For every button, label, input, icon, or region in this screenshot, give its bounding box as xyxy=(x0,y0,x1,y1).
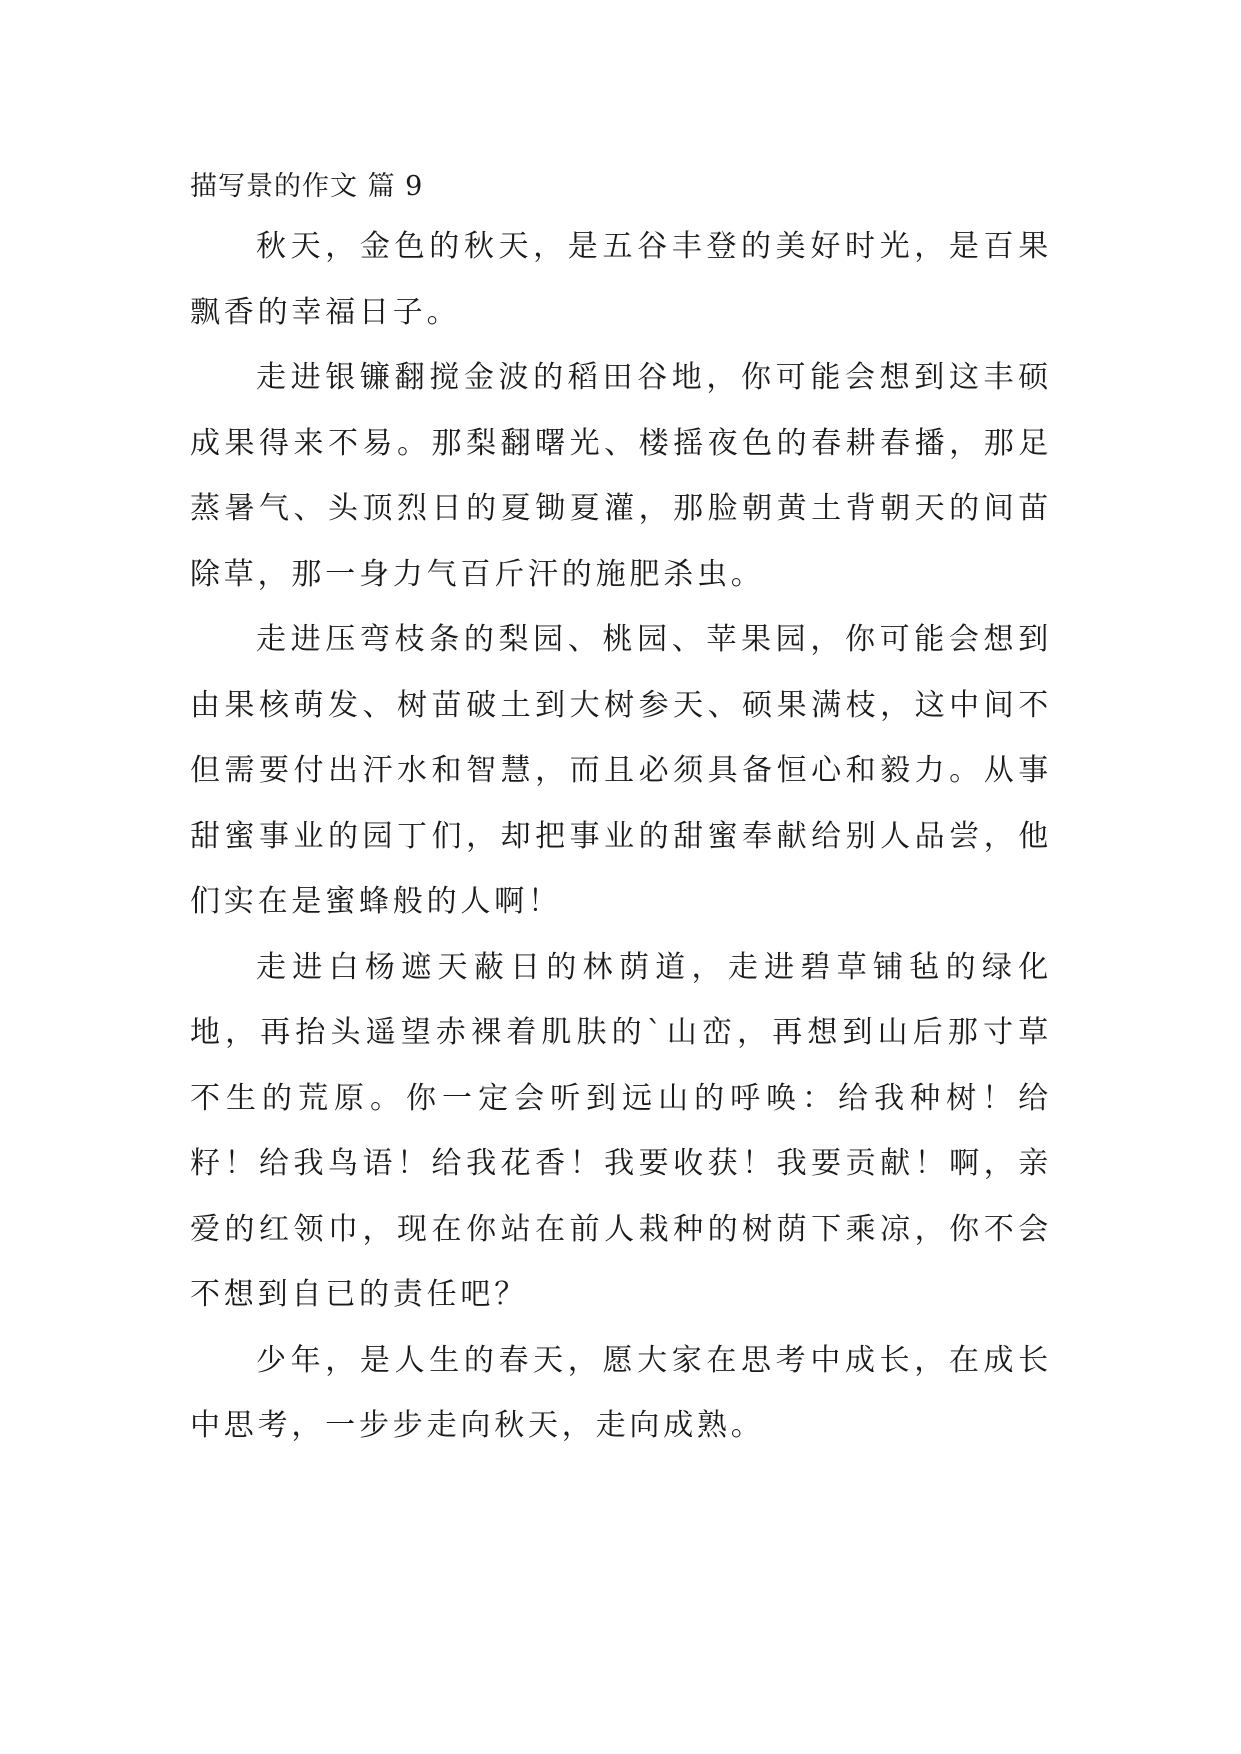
document-title: 描写景的作文 篇 9 xyxy=(190,171,424,202)
paragraph-2: 走进银镰翻搅金波的稻田谷地，你可能会想到这丰硕成果得来不易。那梨翻曙光、楼摇夜色的春耕春播，那足蒸暑气、头顶烈日的夏锄夏灌，那脸朝黄土背朝天的间苗除草，那一身力气百斤汗的施肥杀虫。 xyxy=(190,360,1052,592)
paragraph-4: 走进白杨遮天蔽日的林荫道，走进碧草铺毡的绿化地，再抬头遥望赤裸着肌肤的`山峦，再想到山后那寸草不生的荒原。你一定会听到远山的呼唤：给我种树！给籽！给我鸟语！给我花香！我要收获！我要贡献！啊，亲爱的红领巾，现在你站在前人栽种的树荫下乘凉，你不会不想到自已的责任吧？ xyxy=(190,949,1052,1312)
paragraph-3: 走进压弯枝条的梨园、桃园、苹果园，你可能会想到由果核萌发、树苗破土到大树参天、硕果满枝，这中间不但需要付出汗水和智慧，而且必须具备恒心和毅力。从事甜蜜事业的园丁们，却把事业的甜蜜奉献给别人品尝，他们实在是蜜蜂般的人啊！ xyxy=(190,622,1052,919)
paragraph-1: 秋天，金色的秋天，是五谷丰登的美好时光，是百果飘香的幸福日子。 xyxy=(190,229,1052,330)
document-body xyxy=(190,160,1052,1459)
paragraph-5: 少年，是人生的春天，愿大家在思考中成长，在成长中思考，一步步走向秋天，走向成熟。 xyxy=(190,1342,1052,1443)
